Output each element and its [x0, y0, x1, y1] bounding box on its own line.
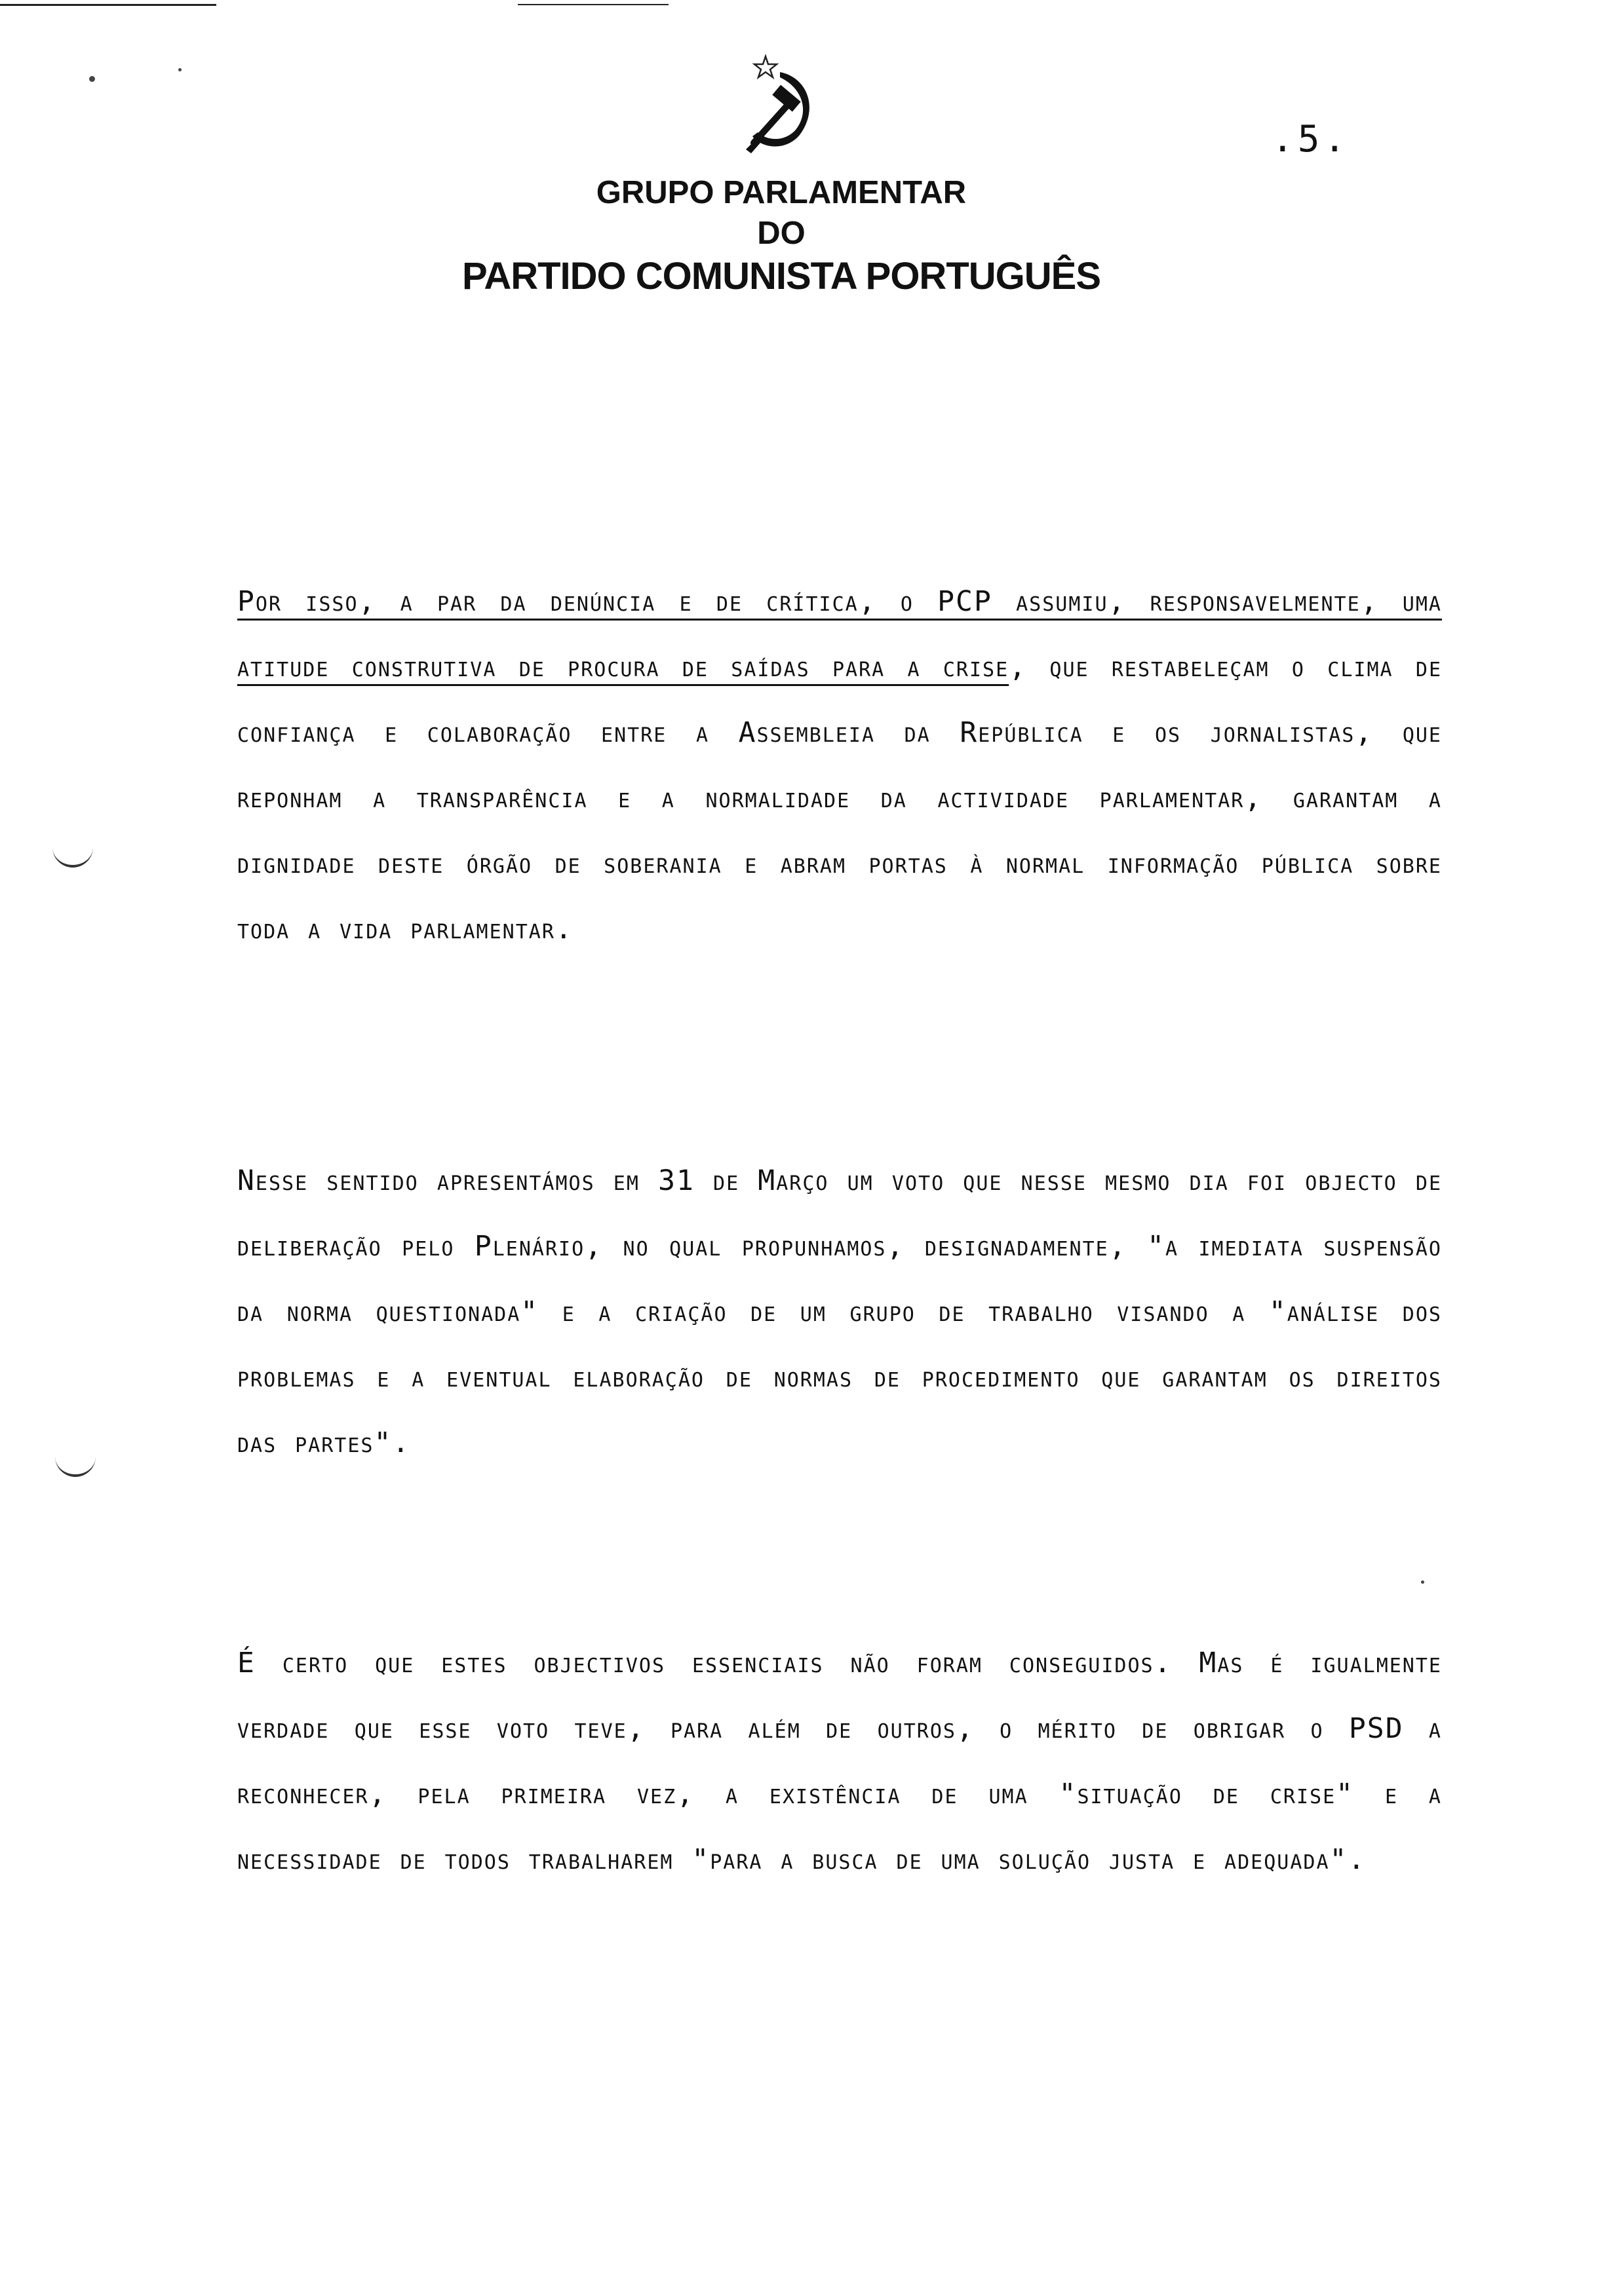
- letterhead-group: GRUPO PARLAMENTAR: [596, 175, 967, 210]
- underlined-text: Por isso, a par da denúncia e de crítica, o PCP assumiu, responsavelmente, uma atitude construtiva de procura de saídas para a crise: [237, 585, 1442, 683]
- scan-edge-line: [518, 4, 669, 5]
- letterhead-connector: DO: [757, 216, 806, 251]
- punch-hole-mark: [55, 1455, 96, 1477]
- paragraph-text: , que restabeleçam o clima de confiança e colaboração entre a Assembleia da República e os jornalistas, que reponham a transparência e a normalidade da actividade parlamentar, garantam a dignidade deste órgão de soberania e abram portas à normal informação pública sobre toda a vida parlamentar.: [237, 651, 1442, 946]
- scan-speck: [89, 76, 95, 82]
- scan-speck: [1421, 1580, 1424, 1584]
- scan-speck: [178, 68, 182, 71]
- scan-edge-line: [0, 4, 216, 6]
- hammer-sickle-star-icon: [734, 51, 832, 163]
- paragraph: [237, 569, 1442, 962]
- paragraph-text: É certo que estes objectivos essenciais não foram conseguidos. Mas é igualmente verdade que esse voto teve, para além de outros, o mérito de obrigar o PSD a reconhecer, pela primeira vez, a existência de uma "situação de crise" e a necessidade de todos trabalharem "para a busca de uma solução justa e adequada".: [237, 1647, 1442, 1876]
- paragraph: [237, 1148, 1442, 1476]
- paragraph-text: Nesse sentido apresentámos em 31 de Março um voto que nesse mesmo dia foi objecto de deliberação pelo Plenário, no qual propunhamos, designadamente, "a imediata suspensão da norma questionada" e a criação de um grupo de trabalho visando a "análise dos problemas e a eventual elaboração de normas de procedimento que garantam os direitos das partes".: [237, 1164, 1442, 1459]
- letterhead-party-name: PARTIDO COMUNISTA PORTUGUÊS: [461, 255, 1101, 297]
- page-number: .5.: [1272, 118, 1350, 161]
- paragraph: [237, 1630, 1442, 1892]
- punch-hole-mark: [52, 845, 93, 868]
